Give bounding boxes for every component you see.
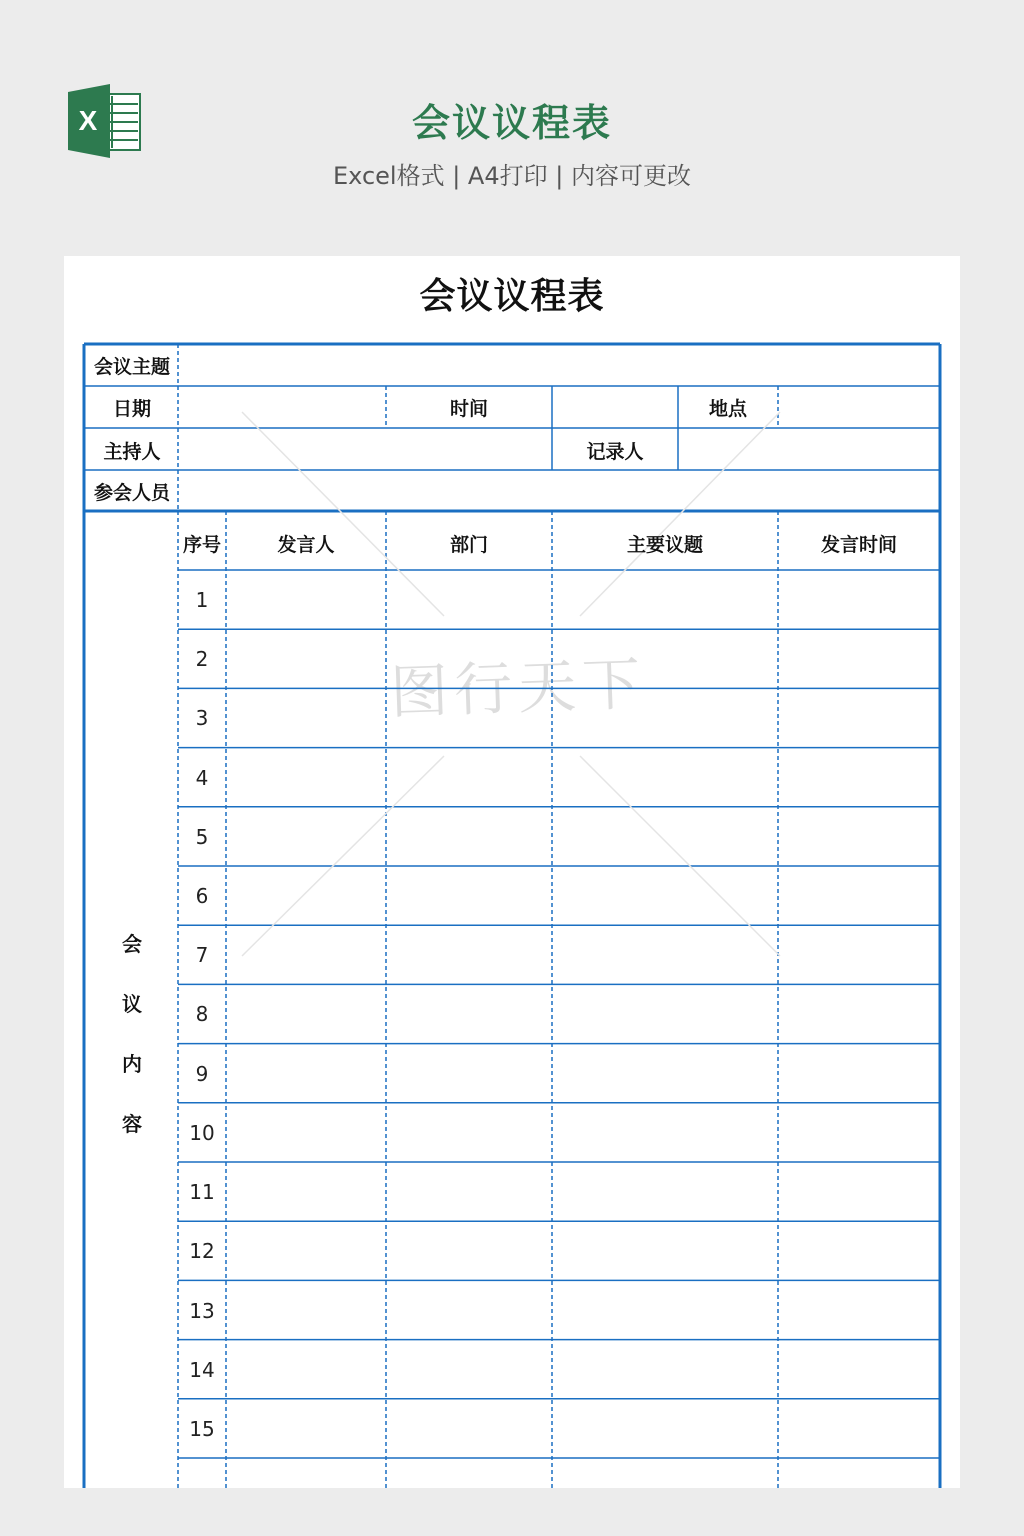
watermark: 图行天下 <box>389 649 648 727</box>
side-label-char: 议 <box>122 992 142 1016</box>
row-number: 5 <box>195 825 209 849</box>
page-subtitle: Excel格式 | A4打印 | 内容可更改 <box>333 162 691 190</box>
logo-letter: X <box>78 105 98 136</box>
page-title: 会议议程表 <box>411 101 612 145</box>
row-number: 6 <box>195 884 209 908</box>
document-paper <box>64 256 960 1488</box>
date-label: 日期 <box>112 398 151 420</box>
header-speaker: 发言人 <box>277 534 335 556</box>
row-number: 11 <box>189 1180 215 1204</box>
document-title: 会议议程表 <box>419 276 605 317</box>
row-number: 12 <box>189 1239 215 1263</box>
row-number: 13 <box>189 1299 215 1323</box>
row-number: 8 <box>195 1002 209 1026</box>
row-number: 3 <box>195 706 209 730</box>
header-speech-time: 发言时间 <box>820 534 897 556</box>
header-topic: 主要议题 <box>626 534 703 556</box>
row-number: 7 <box>195 943 209 967</box>
side-label-char: 内 <box>122 1052 142 1076</box>
host-label: 主持人 <box>103 441 161 463</box>
row-number: 10 <box>189 1121 215 1145</box>
header-index: 序号 <box>182 534 221 556</box>
row-number: 1 <box>195 588 209 612</box>
row-number: 14 <box>189 1358 215 1382</box>
time-label: 时间 <box>449 398 488 420</box>
recorder-label: 记录人 <box>586 441 644 463</box>
side-label-char: 会 <box>122 932 142 956</box>
row-number: 2 <box>195 647 209 671</box>
row-number: 15 <box>189 1417 215 1441</box>
place-label: 地点 <box>708 398 747 420</box>
side-label-char: 容 <box>122 1112 142 1136</box>
row-number: 4 <box>195 766 209 790</box>
topic-label: 会议主题 <box>93 356 170 378</box>
header-department: 部门 <box>449 534 488 556</box>
attendees-label: 参会人员 <box>93 482 170 504</box>
row-number: 9 <box>195 1062 209 1086</box>
